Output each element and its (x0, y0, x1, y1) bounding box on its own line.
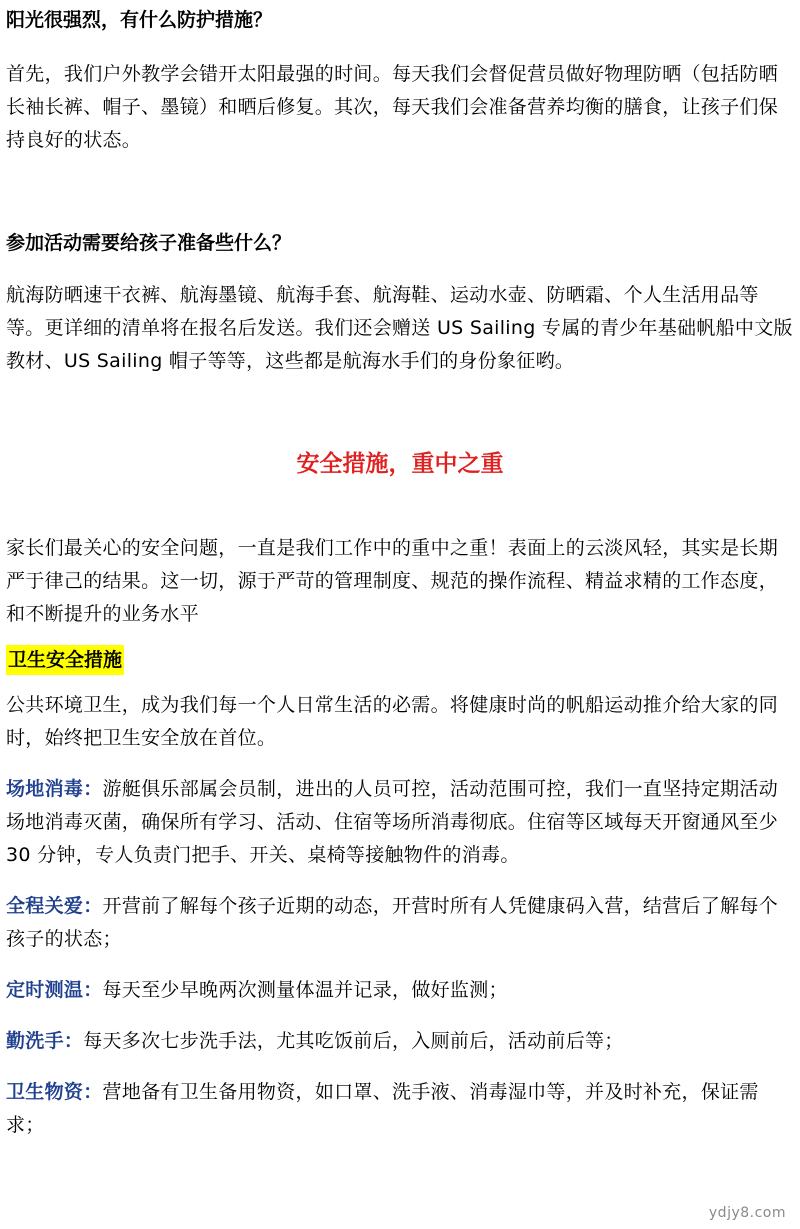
hygiene-item-label: 勤洗手： (6, 1030, 84, 1052)
hygiene-item-label: 场地消毒： (6, 778, 103, 800)
hygiene-item-label: 卫生物资： (6, 1081, 103, 1103)
faq-answer-sun-protection: 首先，我们户外教学会错开太阳最强的时间。每天我们会督促营员做好物理防晒（包括防晒长袖长裤、帽子、墨镜）和晒后修复。其次，每天我们会准备营养均衡的膳食，让孩子们保持良好的状态。 (6, 63, 779, 151)
section-title-safety: 安全措施，重中之重 (296, 451, 504, 477)
hygiene-heading-wrapper (6, 645, 794, 675)
faq-question-sun-protection: 阳光很强烈，有什么防护措施？ (6, 9, 273, 31)
hygiene-intro-paragraph: 公共环境卫生，成为我们每一个人日常生活的必需。将健康时尚的帆船运动推介给大家的同时，始终把卫生安全放在首位。 (6, 694, 779, 749)
safety-intro-paragraph: 家长们最关心的安全问题，一直是我们工作中的重中之重！表面上的云淡风轻，其实是长期严于律己的结果。这一切，源于严苛的管理制度、规范的操作流程、精益求精的工作态度，和不断提升的业务水平 (6, 537, 779, 625)
faq-answer-preparation: 航海防晒速干衣裤、航海墨镜、航海手套、航海鞋、运动水壶、防晒霜、个人生活用品等等。更详细的清单将在报名后发送。我们还会赠送 US Sailing 专属的青少年基础帆船中文版教材、US Sailing 帽子等等，这些都是航海水手们的身份象征哟。 (6, 284, 793, 372)
hygiene-item (6, 974, 794, 1007)
hygiene-item-text: 营地备有卫生备用物资，如口罩、洗手液、消毒湿巾等，并及时补充，保证需求； (6, 1081, 759, 1136)
hygiene-item-text: 游艇俱乐部属会员制，进出的人员可控，活动范围可控，我们一直坚持定期活动场地消毒灭菌，确保所有学习、活动、住宿等场所消毒彻底。住宿等区域每天开窗通风至少 30 分钟，专人负责门把手、开关、桌椅等接触物件的消毒。 (6, 778, 779, 866)
hygiene-item (6, 773, 794, 872)
hygiene-measures-list (6, 773, 794, 1142)
hygiene-item-text: 每天至少早晚两次测量体温并记录，做好监测； (102, 979, 508, 1001)
hygiene-item (6, 890, 794, 956)
hygiene-item-text: 开营前了解每个孩子近期的动态，开营时所有人凭健康码入营，结营后了解每个孩子的状态； (6, 895, 779, 950)
hygiene-item-text: 每天多次七步洗手法，尤其吃饭前后，入厕前后，活动前后等； (83, 1030, 624, 1052)
hygiene-item-label: 全程关爱： (6, 895, 103, 917)
hygiene-item (6, 1076, 794, 1142)
faq-question-preparation: 参加活动需要给孩子准备些什么？ (6, 232, 292, 254)
hygiene-heading-highlight: 卫生安全措施 (6, 645, 124, 675)
watermark-text: ydjy8.com (708, 1205, 786, 1221)
hygiene-item (6, 1025, 794, 1058)
hygiene-item-label: 定时测温： (6, 979, 103, 1001)
